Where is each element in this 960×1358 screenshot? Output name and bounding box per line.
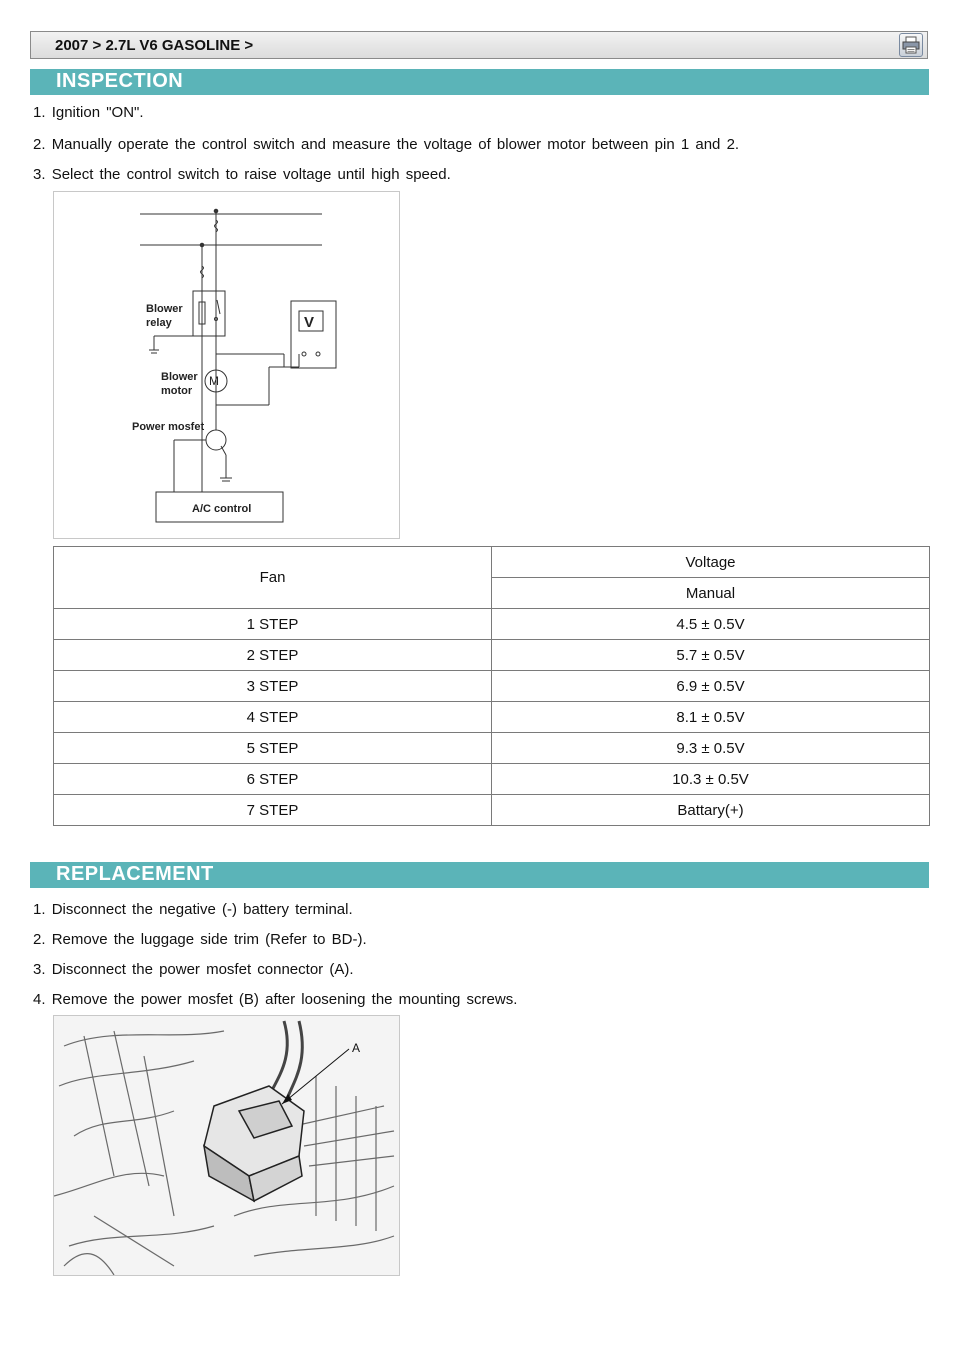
callout-a-label: A [352,1041,361,1055]
inspection-step-3: 3. Select the control switch to raise voltage until high speed. [33,166,451,183]
replacement-section-header [30,862,929,888]
table-row: 1 STEP 4.5 ± 0.5V [54,609,930,640]
motor-symbol: M [209,374,219,388]
table-row: 4 STEP 8.1 ± 0.5V [54,702,930,733]
table-row: 5 STEP 9.3 ± 0.5V [54,733,930,764]
motor-label-line2: motor [161,385,193,397]
header-fan: Fan [54,547,492,609]
inspection-step-2: 2. Manually operate the control switch and measure the voltage of blower motor between pin 1 and 2. [33,136,740,153]
printer-icon [900,34,922,56]
replacement-step-2: 2. Remove the luggage side trim (Refer to BD-). [33,931,367,948]
motor-label-line1: Blower [161,371,198,383]
print-button[interactable] [899,33,923,57]
table-row: 3 STEP 6.9 ± 0.5V [54,671,930,702]
replacement-step-4: 4. Remove the power mosfet (B) after loosening the mounting screws. [33,991,518,1008]
inspection-title: INSPECTION [56,70,184,92]
circuit-diagram [53,191,400,539]
header-voltage: Voltage [492,547,930,578]
mosfet-label: Power mosfet [132,421,205,433]
relay-label-line2: relay [146,317,172,329]
voltmeter-label: V [304,314,315,331]
table-row: 7 STEP Battary(+) [54,795,930,826]
replacement-step-1: 1. Disconnect the negative (-) battery terminal. [33,901,353,918]
replacement-step-3: 3. Disconnect the power mosfet connector (A). [33,961,354,978]
inspection-step-1: 1. Ignition "ON". [33,104,144,121]
replacement-title: REPLACEMENT [56,863,214,885]
table-row: 6 STEP 10.3 ± 0.5V [54,764,930,795]
table-row: 2 STEP 5.7 ± 0.5V [54,640,930,671]
table-header-row [54,547,930,578]
inspection-section-header [30,69,929,95]
ac-control-label: A/C control [192,503,252,515]
header-manual: Manual [492,578,930,609]
fan-voltage-table [53,546,930,826]
relay-label-line1: Blower [146,303,183,315]
breadcrumb [30,31,928,59]
mosfet-connector-photo [53,1015,400,1276]
breadcrumb-text[interactable]: 2007 > 2.7L V6 GASOLINE > [55,37,254,54]
